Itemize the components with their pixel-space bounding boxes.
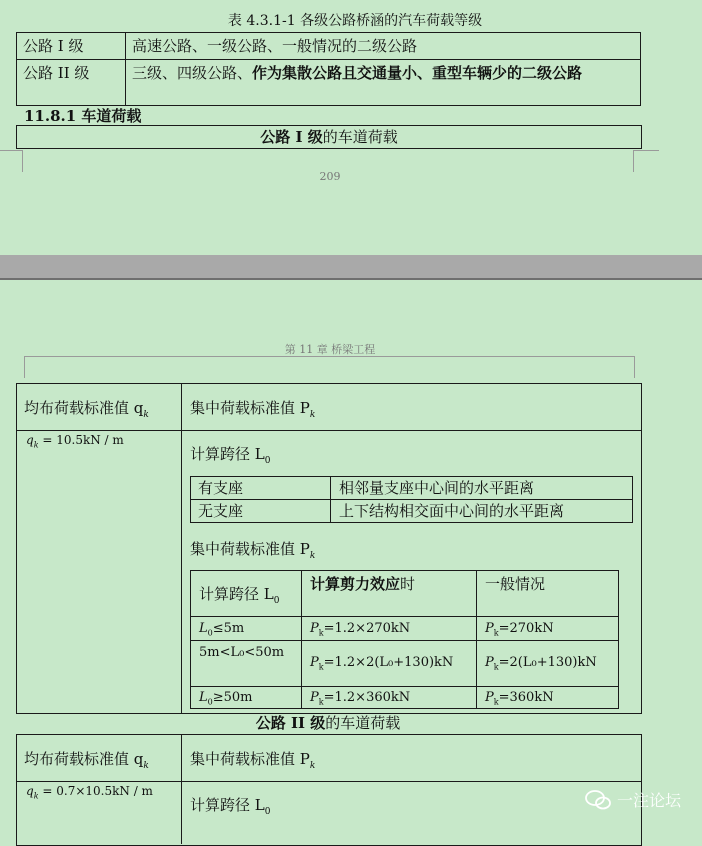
crop-mark (0, 150, 22, 151)
crop-mark (633, 150, 659, 151)
grade-desc-cell: 高速公路、一级公路、一般情况的二级公路 (126, 33, 641, 60)
grade-desc-cell: 三级、四级公路、作为集散公路且交通量小、重型车辆少的二级公路 (126, 60, 641, 106)
subheading-rest: 的车道荷载 (322, 128, 398, 146)
concentrated-load-header: 集中荷载标准值 $P_k$ (190, 750, 316, 771)
concentrated-label: 集中荷载标准值 $P_k$ (190, 540, 316, 561)
concentrated-load-header: 集中荷载标准值 $P_k$ (190, 399, 316, 420)
table-divider-h (16, 781, 641, 782)
span-label-2: 计算跨径 $L_0$ (190, 796, 271, 817)
page-number: 209 (319, 170, 341, 183)
page-separator (0, 255, 702, 279)
page-header: 第 11 章 桥梁工程 (284, 343, 376, 356)
subheading-2: 公路 II 级的车道荷载 (255, 714, 401, 732)
span-label: 计算跨径 $L_0$ (190, 445, 271, 466)
crop-mark (22, 150, 23, 172)
concentrated-load-table: 计算跨径 $L_0$ 计算剪力效应时 一般情况 $L_0\le 5m$ $P_k=1.2\times 270kN$ $P_k=270kN$ 5m<L₀<50m $P_k=1.2\times 2(L_0+130)kN$ $P_k=2(L_0+130)kN$ $L_0\ge 50m$ $P_k=1.2\times 360kN$ $P_k=360kN$ (190, 570, 619, 709)
chat-bubble-icon (585, 789, 611, 811)
table-divider-v (181, 383, 182, 713)
crop-mark (634, 356, 635, 378)
support-table: 有支座 相邻量支座中心间的水平距离 无支座 上下结构相交面中心间的水平距离 (190, 476, 633, 523)
crop-mark (633, 150, 634, 172)
crop-mark (24, 356, 25, 378)
section-heading: 11.8.1 车道荷载 (24, 107, 142, 125)
table-divider-h (16, 430, 641, 431)
load-grade-table (16, 32, 641, 106)
table-divider-v (181, 734, 182, 844)
table-caption: 表 4.3.1-1 各级公路桥涵的汽车荷载等级 (227, 13, 483, 29)
watermark (585, 788, 681, 811)
grade-cell: 公路 I 级 (17, 33, 126, 60)
header-rule (24, 356, 634, 357)
subheading-bold: 公路 I 级 (260, 128, 323, 146)
subheading-box (16, 125, 642, 149)
watermark-text: 一注论坛 (617, 791, 682, 810)
grade-cell: 公路 II 级 (17, 60, 126, 106)
uniform-load-header: 均布荷载标准值 $q_k$ (24, 399, 149, 420)
qk-value: $q_k = 10.5kN / m$ (26, 433, 124, 450)
uniform-load-header: 均布荷载标准值 $q_k$ (24, 750, 149, 771)
qk2-value: $q_k = 0.7\times 10.5kN / m$ (26, 784, 153, 801)
